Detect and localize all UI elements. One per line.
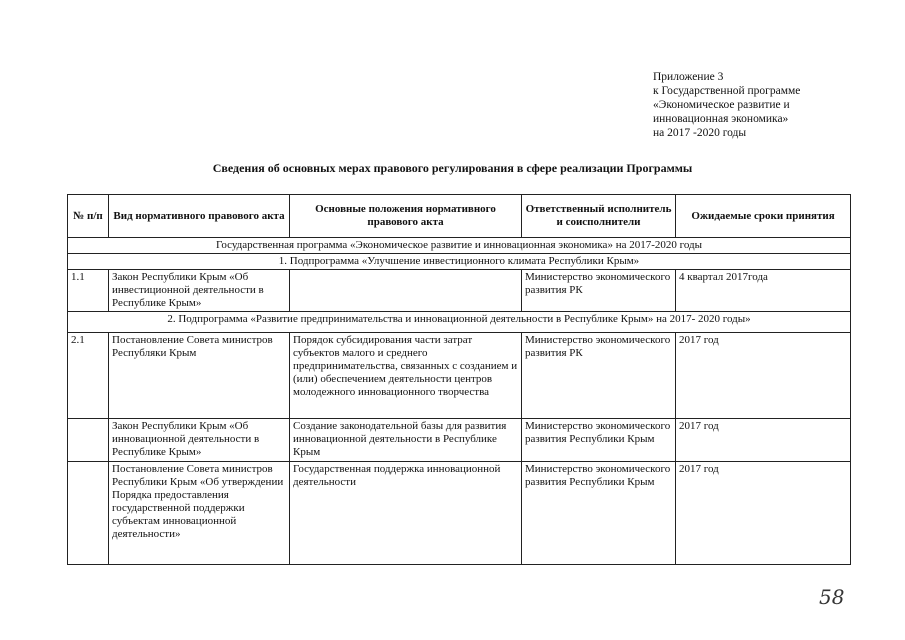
cell-responsible: Министерство экономического развития РК: [522, 270, 676, 312]
cell-num: 1.1: [68, 270, 109, 312]
cell-responsible: Министерство экономического развития Республики Крым: [522, 462, 676, 565]
document-title: Сведения об основных мерах правового регулирования в сфере реализации Программы: [212, 161, 693, 175]
cell-num: 2.1: [68, 333, 109, 419]
cell-deadline: 4 квартал 2017года: [676, 270, 851, 312]
cell-act-type: Постановление Совета министров Республики Крым «Об утверждении Порядка предоставления государственной поддержки субъектам инновационной деятельности»: [109, 462, 290, 565]
cell-provisions: [290, 270, 522, 312]
appendix-line: на 2017 -2020 годы: [653, 127, 747, 139]
legal-measures-table: [67, 194, 851, 565]
appendix-header: [653, 70, 800, 140]
cell-provisions: Создание законодательной базы для развития инновационной деятельности в Республике Крым: [290, 419, 522, 462]
subprogram-1-name: 1. Подпрограмма «Улучшение инвестиционного климата Республики Крым»: [68, 254, 851, 270]
cell-responsible: Министерство экономического развития Республики Крым: [522, 419, 676, 462]
appendix-line: инновационная экономика»: [653, 113, 789, 125]
cell-deadline: 2017 год: [676, 462, 851, 565]
cell-deadline: 2017 год: [676, 419, 851, 462]
appendix-line: Приложение 3: [653, 71, 724, 83]
cell-act-type: Закон Республики Крым «Об инновационной деятельности в Республике Крым»: [109, 419, 290, 462]
header-num: № п/п: [68, 195, 109, 238]
table-row: [68, 333, 851, 419]
cell-num: [68, 462, 109, 565]
table-row: [68, 270, 851, 312]
header-act-type: Вид нормативного правового акта: [109, 195, 290, 238]
header-provisions: Основные положения нормативного правового акта: [290, 195, 522, 238]
header-responsible: Ответственный исполнитель и соисполнители: [522, 195, 676, 238]
table-row: [68, 419, 851, 462]
cell-deadline: 2017 год: [676, 333, 851, 419]
table-row: [68, 462, 851, 565]
cell-responsible: Министерство экономического развития РК: [522, 333, 676, 419]
cell-provisions: Государственная поддержка инновационной деятельности: [290, 462, 522, 565]
appendix-line: к Государственной программе: [653, 85, 801, 97]
program-name: Государственная программа «Экономическое развитие и инновационная экономика» на 2017-2020 годы: [68, 238, 851, 254]
subprogram-row: [68, 312, 851, 333]
cell-act-type: Постановление Совета министров Республяки Крым: [109, 333, 290, 419]
cell-act-type: Закон Республики Крым «Об инвестиционной деятельности в Республике Крым»: [109, 270, 290, 312]
header-deadline: Ожидаемые сроки принятия: [676, 195, 851, 238]
cell-provisions: Порядок субсидирования части затрат субъектов малого и среднего предпринимательства, связанных с созданием и (или) обеспечением деятельности центров молодежного инновационного творчества: [290, 333, 522, 419]
handwritten-page-number: 58: [819, 585, 845, 609]
program-row: [68, 238, 851, 254]
subprogram-row: [68, 254, 851, 270]
subprogram-2-name: 2. Подпрограмма «Развитие предпринимательства и инновационной деятельности в Республике Крым» на 2017- 2020 годы»: [68, 312, 851, 333]
table-header-row: [68, 195, 851, 238]
appendix-line: «Экономическое развитие и: [653, 99, 790, 111]
cell-num: [68, 419, 109, 462]
